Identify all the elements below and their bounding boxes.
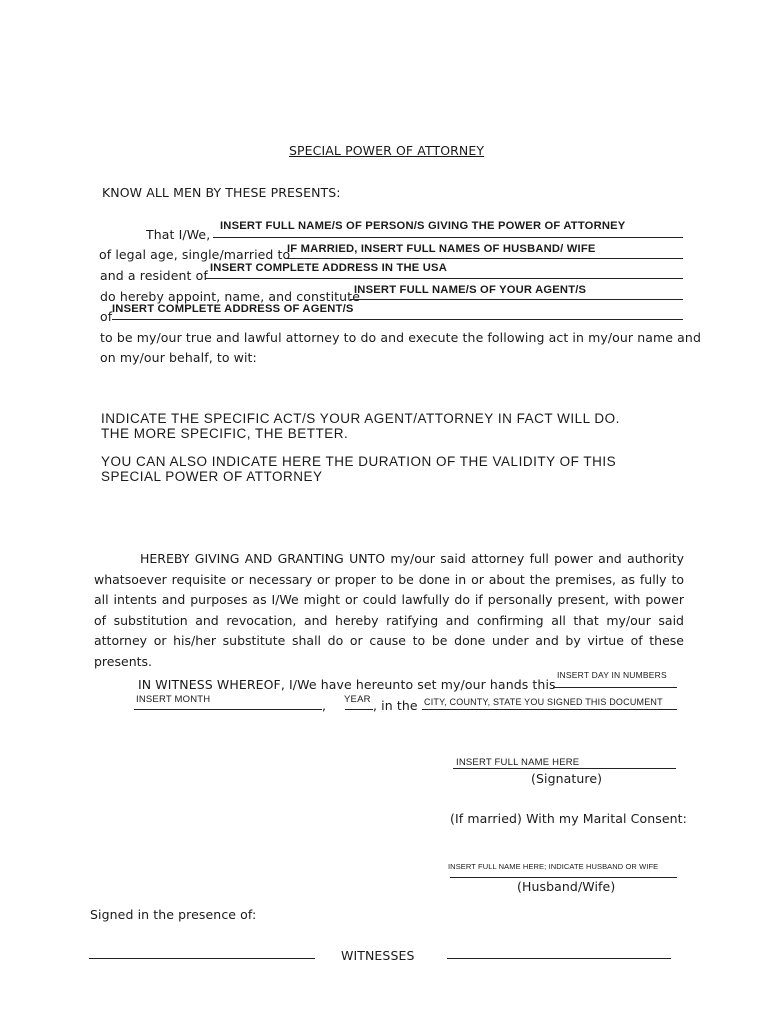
document-title: SPECIAL POWER OF ATTORNEY (289, 143, 485, 158)
in-the-text: , in the (373, 698, 418, 713)
legal-age-label: of legal age, single/married to (99, 247, 291, 262)
instruction-duration-line2: SPECIAL POWER OF ATTORNEY (101, 469, 323, 484)
spouse-names-field[interactable]: IF MARRIED, INSERT FULL NAMES OF HUSBAND/ WIFE (287, 243, 596, 255)
grantor-name-field[interactable]: INSERT FULL NAME/S OF PERSON/S GIVING THE POWER OF ATTORNEY (220, 220, 626, 232)
know-all-heading: KNOW ALL MEN BY THESE PRESENTS: (102, 185, 341, 200)
spouse-signature-name-field[interactable]: INSERT FULL NAME HERE; INDICATE HUSBAND OR WIFE (448, 862, 659, 871)
spouse-label: (Husband/Wife) (517, 879, 616, 894)
spouse-names-line (285, 258, 683, 259)
month-field[interactable]: INSERT MONTH (136, 694, 211, 705)
marital-consent-label: (If married) With my Marital Consent: (450, 811, 687, 826)
hereby-granting-text: HEREBY GIVING AND GRANTING UNTO my/our said attorney full power and authority whatsoever requisite or necessary or proper to be done in or about the premises, as fully to all intents and purposes as I/We might or could lawfully do if personally present, with power of substitution and revocation, and hereby ratifying and confirming all that my/our said attorney or his/her substitute shall do or cause to be done under and by virtue of these presents. (94, 551, 684, 669)
signature-name-field[interactable]: INSERT FULL NAME HERE (456, 757, 580, 768)
agent-address-line (112, 319, 683, 320)
month-line (134, 709, 322, 710)
signature-label: (Signature) (531, 771, 603, 786)
spouse-signature-line (450, 877, 677, 878)
location-line (422, 709, 677, 710)
witnesses-label: WITNESSES (341, 948, 415, 963)
day-line (553, 687, 677, 688)
that-iwe-label: That I/We, (146, 227, 211, 242)
of-label: of (100, 309, 113, 324)
signed-presence-label: Signed in the presence of: (90, 907, 257, 922)
resident-label: and a resident of (100, 268, 208, 283)
instruction-specific-acts-line2: THE MORE SPECIFIC, THE BETTER. (101, 426, 349, 441)
hereby-granting-paragraph (94, 549, 684, 673)
instruction-specific-acts-line1: INDICATE THE SPECIFIC ACT/S YOUR AGENT/ATTORNEY IN FACT WILL DO. (101, 411, 620, 426)
grantor-address-field[interactable]: INSERT COMPLETE ADDRESS IN THE USA (210, 262, 447, 274)
day-field[interactable]: INSERT DAY IN NUMBERS (557, 670, 667, 680)
signature-line (453, 768, 676, 769)
grantor-name-line (213, 237, 683, 238)
appoint-label: do hereby appoint, name, and constitute (100, 289, 360, 304)
witness-whereof-text: IN WITNESS WHEREOF, I/We have hereunto set my/our hands this (138, 677, 556, 692)
witness-line-right[interactable] (447, 958, 671, 959)
agent-name-field[interactable]: INSERT FULL NAME/S OF YOUR AGENT/S (354, 284, 587, 296)
agent-address-field[interactable]: INSERT COMPLETE ADDRESS OF AGENT/S (112, 303, 354, 315)
year-field[interactable]: YEAR (344, 694, 371, 705)
witness-line-left[interactable] (89, 958, 315, 959)
attorney-text-line1: to be my/our true and lawful attorney to do and execute the following act in my/our name and (100, 330, 701, 345)
instruction-duration-line1: YOU CAN ALSO INDICATE HERE THE DURATION OF THE VALIDITY OF THIS (101, 454, 617, 469)
attorney-text-line2: on my/our behalf, to wit: (100, 350, 257, 365)
month-comma: , (322, 698, 327, 713)
year-line (345, 709, 373, 710)
location-field[interactable]: CITY, COUNTY, STATE YOU SIGNED THIS DOCUMENT (424, 697, 663, 707)
grantor-address-line (205, 278, 683, 279)
agent-name-line (350, 299, 683, 300)
